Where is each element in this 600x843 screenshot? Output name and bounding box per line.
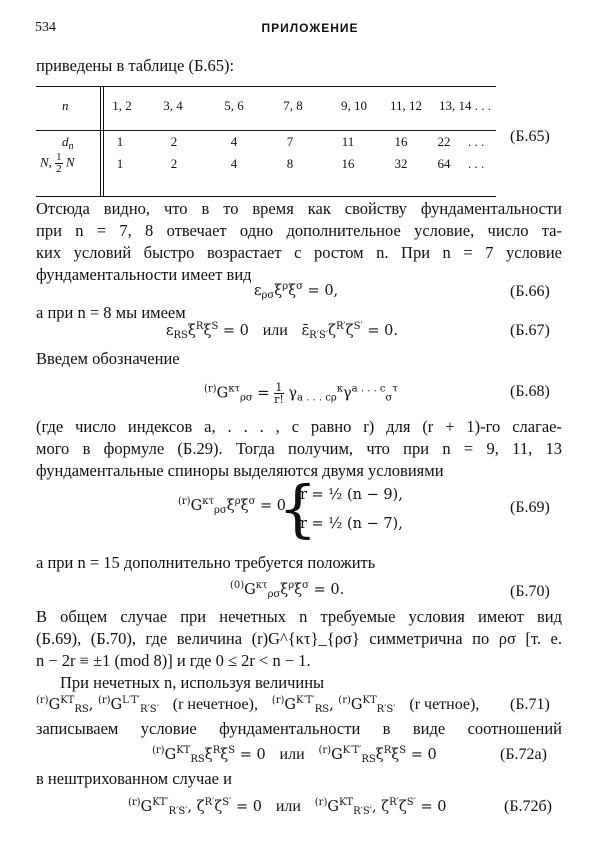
table-col-2: 3, 4 [163, 98, 183, 113]
brace-glyph: { [278, 472, 318, 545]
table-label: (Б.65) [510, 128, 550, 145]
paragraph-1-line-1: Отсюда видно, что в то время как свойству фундаментальности [36, 199, 562, 218]
table-cell: 64 [437, 156, 451, 171]
paragraph-6-line-3: n − 2r ≡ ±1 (mod 8)] и где 0 ≤ 2r < n − 1. [36, 651, 311, 670]
page-number: 534 [35, 20, 56, 35]
equation-b70-label: (Б.70) [510, 583, 550, 600]
equation-b72a: $^{(r)}G^{KT}_{RS}\xi^R\xi^S = 0$ или $^{(r)}G^{K'T'}_{RS}\xi^R\xi^S = 0$ [152, 745, 437, 765]
paragraph-1-line-3: ких условий быстро возрастает с ростом n. При n = 7 условие [36, 243, 562, 262]
equation-b72b: $^{(r)}G^{KT'}_{R'S'}$, $\zeta^{R'}\zeta^{S'} = 0$ или $^{(r)}G^{KT}_{R'S'}$, $\zeta^{R'}\zeta^{S'} = 0$ [128, 797, 447, 817]
table-cell: 32 [394, 156, 408, 171]
table-cell: 2 [170, 156, 178, 171]
paragraph-3: Введем обозначение [36, 349, 180, 368]
equation-b72b-label: (Б.72б) [504, 798, 552, 815]
table-cell: 4 [230, 134, 238, 149]
intro-line: приведены в таблице (Б.65): [36, 56, 235, 75]
equation-b68: $^{(r)}G^{\kappa\tau}_{\rho\sigma}$ = $\frac{1}{r!}$ $\gamma_{a . . . c\rho}^\kappa\gamma^{a . . . c}_\sigma^\tau$ [204, 381, 398, 406]
table-cell: 2 [170, 134, 178, 149]
equation-b66: $\varepsilon_{\rho\sigma}\xi^\rho\xi^\sigma = 0$, [254, 281, 339, 301]
paragraph-2: а при n = 8 мы имеем [36, 303, 186, 322]
table-row2-label: N, $\frac{1}{2}$ N [40, 151, 75, 175]
table-cell: 16 [394, 134, 408, 149]
equation-b69-case-1: r = ½ (n − 9), [300, 487, 403, 503]
equation-b67: $\varepsilon_{RS}\xi^R\xi^S = 0$ или $\varepsilon̄_{R'S'}\zeta^{R'}\zeta^{S'} = 0$. [166, 321, 398, 341]
paragraph-1-line-4: фундаментальности имеет вид [36, 265, 252, 284]
equation-b66-label: (Б.66) [510, 283, 550, 300]
equation-b71-label: (Б.71) [510, 696, 550, 713]
paragraph-4-line-2: мого в формуле (Б.29). Тогда получим, что при n = 9, 11, 13 [36, 439, 562, 458]
table-col-6: 11, 12 [389, 98, 423, 113]
table-cell: 11 [341, 134, 355, 149]
table-cell: 1 [116, 134, 124, 149]
equation-b70: $^{(0)}G^{\kappa\tau}_{\rho\sigma}\xi^\rho\xi^\sigma = 0$. [230, 580, 345, 600]
paragraph-7: При нечетных n, используя величины [60, 673, 325, 692]
table-cell-dots: . . . [468, 134, 485, 149]
equation-b69-label: (Б.69) [510, 499, 550, 516]
table-cell: 8 [286, 156, 294, 171]
table-cell: 1 [116, 156, 124, 171]
equation-b68-label: (Б.68) [510, 383, 550, 400]
paragraph-6-line-2: (Б.69), (Б.70), где величина (r)G^{κτ}_{ρσ} симметрична по ρσ [т. е. [36, 629, 562, 648]
paragraph-4-line-3: фундаментальные спиноры выделяются двумя условиями [36, 461, 444, 480]
equation-b69-lhs: $^{(r)}G^{\kappa\tau}_{\rho\sigma}\xi^\rho\xi^\sigma = 0$ [178, 496, 287, 516]
equation-b67-label: (Б.67) [510, 322, 550, 339]
paragraph-1-line-2: при n = 7, 8 отвечает одно дополнительное условие, число та- [36, 221, 562, 240]
table-col-7: 13, 14 . . . [439, 98, 491, 113]
paragraph-6-line-1: В общем случае при нечетных n требуемые условия имеют вид [36, 607, 562, 626]
table-col-1: 1, 2 [112, 98, 132, 113]
table-row1-label: $d_n$ [62, 134, 74, 152]
paragraph-9: в нештрихованном случае и [36, 769, 232, 788]
paragraph-5: а при n = 15 дополнительно требуется положить [36, 553, 376, 572]
equation-b71: $^{(r)}G^{KT}_{RS}$, $^{(r)}G^{L'T'}_{R'S'}$ (r нечетное), $^{(r)}G^{K'T'}_{RS}$, $^{(r)}G^{KT}_{R'S'}$ (r четное), [36, 695, 480, 715]
table-top-rule [36, 86, 496, 87]
table-col-5: 9, 10 [341, 98, 367, 113]
table-cell-dots: . . . [468, 156, 485, 171]
table-cell: 22 [437, 134, 451, 149]
table-bottom-rule [36, 196, 496, 197]
equation-b72a-label: (Б.72а) [500, 746, 547, 763]
table-cell: 4 [230, 156, 238, 171]
table-header-label: n [62, 98, 69, 113]
table-header-rule [36, 130, 496, 131]
paragraph-8: записываем условие фундаментальности в виде соотношений [36, 719, 562, 738]
equation-b69-case-2: r = ½ (n − 7), [300, 516, 403, 532]
table-cell: 16 [341, 156, 355, 171]
table-b65 [36, 86, 496, 196]
table-col-3: 5, 6 [224, 98, 244, 113]
paragraph-4-line-1: (где число индексов a, . . . , c равно r) для (r + 1)-го слагае- [36, 417, 562, 436]
running-title: ПРИЛОЖЕНИЕ [261, 21, 359, 35]
table-cell: 7 [286, 134, 294, 149]
table-col-4: 7, 8 [283, 98, 303, 113]
